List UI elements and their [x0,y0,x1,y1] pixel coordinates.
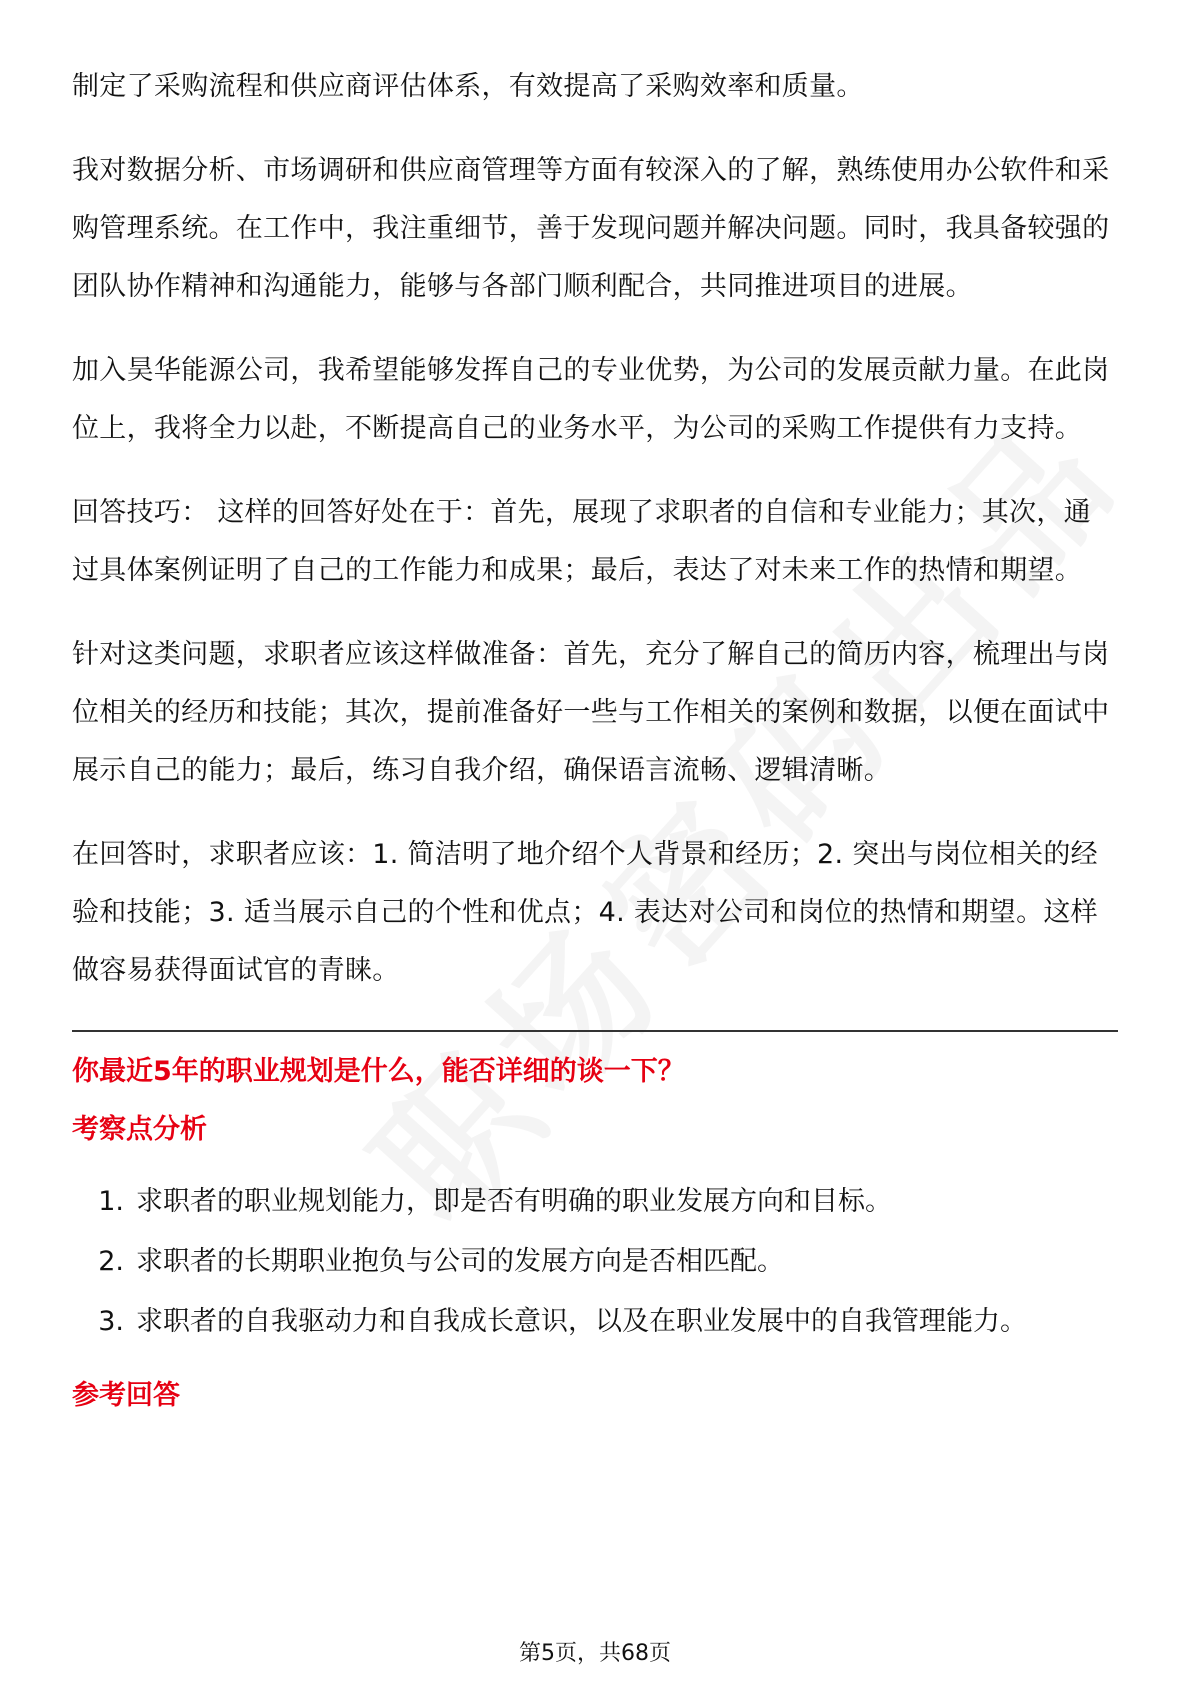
list-item-number: 2. [98,1246,124,1277]
analysis-points-list [72,1172,1118,1352]
list-item [72,1292,1118,1352]
paragraph-answering: 在回答时，求职者应该：1. 简洁明了地介绍个人背景和经历；2. 突出与岗位相关的经验和技能；3. 适当展示自己的个性和优点；4. 表达对公司和岗位的热情和期望。这样做容易获得面试官的青睐。 [72,839,1098,986]
list-item-number: 1. [98,1186,124,1217]
analysis-heading: 考察点分析 [72,1114,207,1145]
paragraph-answer-tips: 回答技巧： 这样的回答好处在于：首先，展现了求职者的自信和专业能力；其次，通过具体案例证明了自己的工作能力和成果；最后，表达了对未来工作的热情和期望。 [72,497,1091,586]
paragraph-2: 我对数据分析、市场调研和供应商管理等方面有较深入的了解，熟练使用办公软件和采购管理系统。在工作中，我注重细节，善于发现问题并解决问题。同时，我具备较强的团队协作精神和沟通能力，能够与各部门顺利配合，共同推进项目的进展。 [72,155,1110,302]
list-item-text: 求职者的长期职业抱负与公司的发展方向是否相匹配。 [136,1246,784,1277]
list-item [72,1172,1118,1232]
section-divider [72,1030,1118,1032]
paragraph-preparation: 针对这类问题，求职者应该这样做准备：首先，充分了解自己的简历内容，梳理出与岗位相关的经历和技能；其次，提前准备好一些与工作相关的案例和数据，以便在面试中展示自己的能力；最后，练习自我介绍，确保语言流畅、逻辑清晰。 [72,639,1110,786]
list-item-text: 求职者的职业规划能力，即是否有明确的职业发展方向和目标。 [136,1186,892,1217]
list-item-text: 求职者的自我驱动力和自我成长意识，以及在职业发展中的自我管理能力。 [136,1306,1027,1337]
list-item [72,1232,1118,1292]
question-title: 你最近5年的职业规划是什么，能否详细的谈一下？ [72,1056,685,1087]
list-item-number: 3. [98,1306,124,1337]
page-number-footer: 第5页，共68页 [519,1641,671,1666]
paragraph-3: 加入昊华能源公司，我希望能够发挥自己的专业优势，为公司的发展贡献力量。在此岗位上，我将全力以赴，不断提高自己的业务水平，为公司的采购工作提供有力支持。 [72,355,1110,444]
reference-answer-heading: 参考回答 [72,1380,180,1411]
paragraph-1: 制定了采购流程和供应商评估体系，有效提高了采购效率和质量。 [72,71,864,102]
page-content [72,58,1118,1438]
